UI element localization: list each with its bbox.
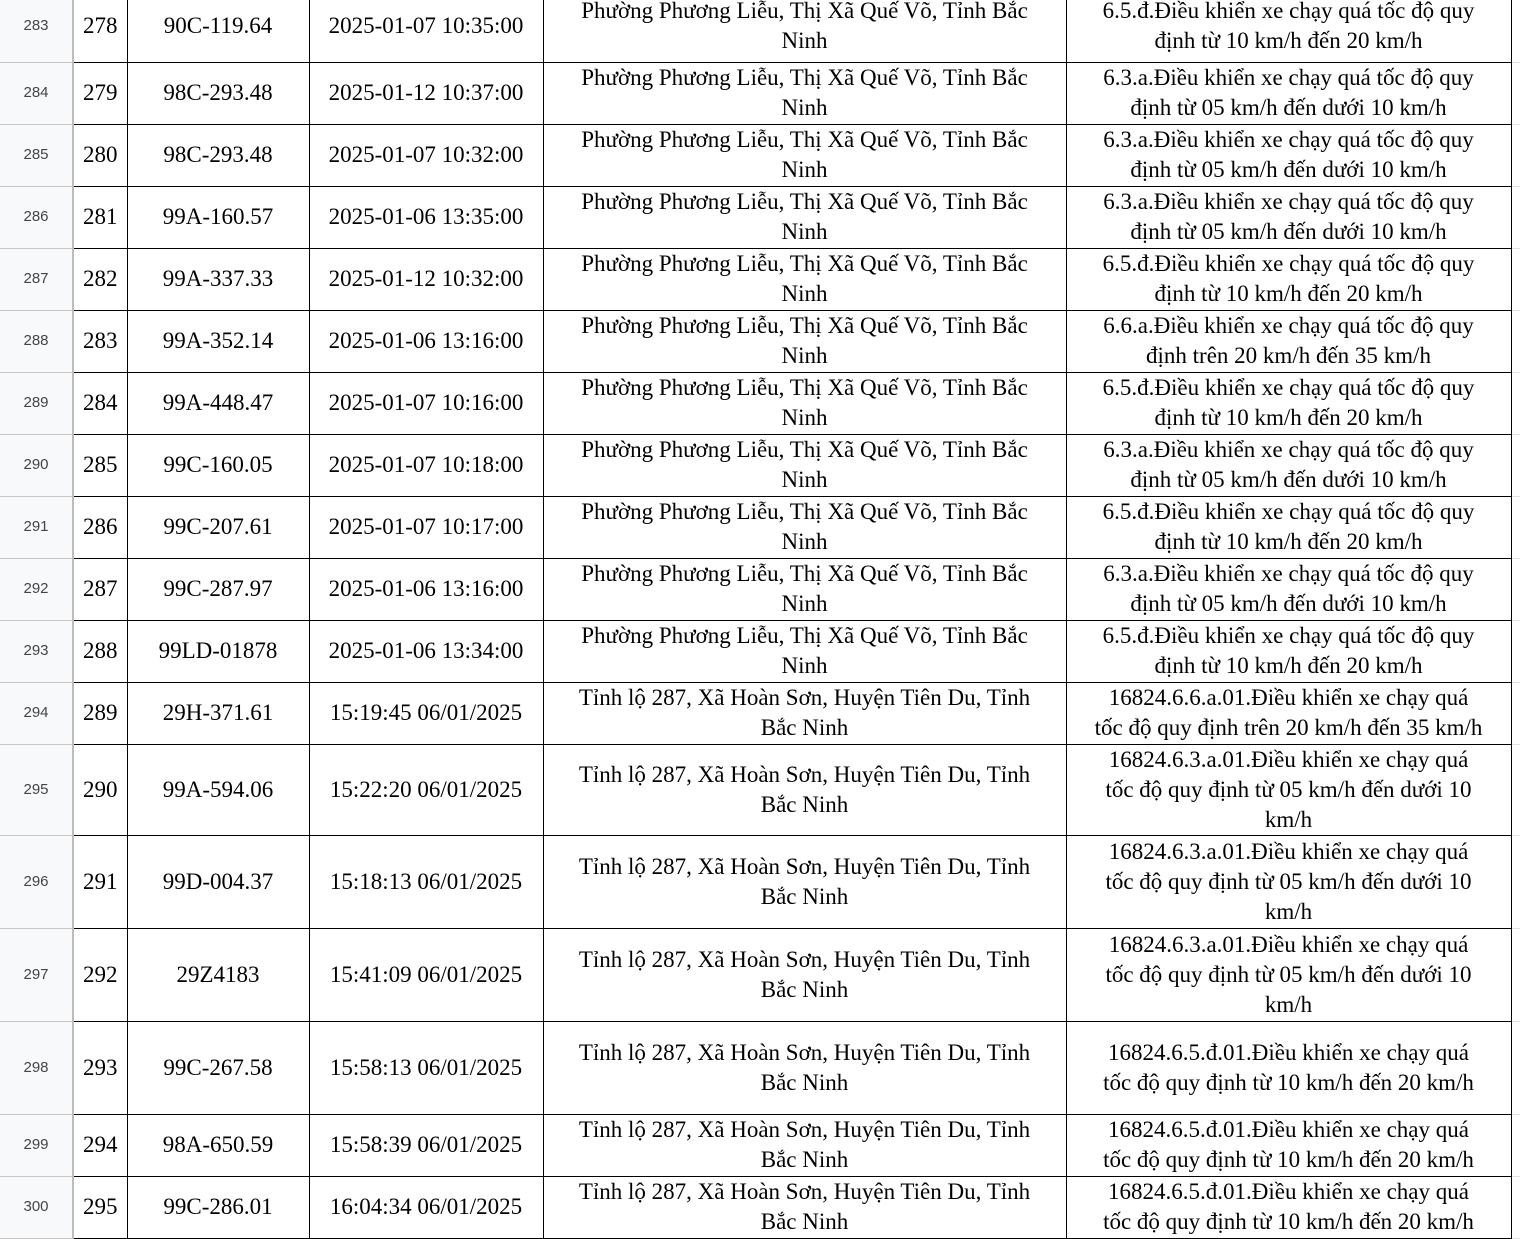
row-header[interactable]: 299 [0,1114,73,1176]
table-row[interactable] [0,372,1520,434]
cell-location[interactable] [543,496,1066,558]
cell-stt[interactable]: 291 [73,835,127,928]
cell-empty[interactable] [1511,835,1520,928]
cell-empty[interactable] [1511,558,1520,620]
cell-empty[interactable] [1511,496,1520,558]
location-line: Phường Phương Liễu, Thị Xã Quế Võ, Tỉnh Bắc [581,499,1028,524]
cell-time[interactable]: 15:18:13 06/01/2025 [309,835,543,928]
cell-empty[interactable] [1511,372,1520,434]
location-line: Tỉnh lộ 287, Xã Hoàn Sơn, Huyện Tiên Du, Tỉnh [578,853,1031,879]
location-line: Tỉnh lộ 287, Xã Hoàn Sơn, Huyện Tiên Du, Tỉnh [578,946,1031,972]
location-line: Ninh [781,157,828,182]
violation-line: tốc độ quy định từ 10 km/h đến 20 km/h [1103,1147,1474,1172]
cell-location[interactable] [543,620,1066,682]
cell-plate[interactable]: 99C-207.61 [127,496,309,558]
violation-line: km/h [1264,898,1313,924]
violation-line: km/h [1264,806,1313,832]
cell-location[interactable] [543,682,1066,744]
location-line: Bắc Ninh [760,1069,849,1095]
location-line: Bắc Ninh [760,1147,849,1172]
cell-time[interactable]: 15:22:20 06/01/2025 [309,744,543,835]
cell-stt[interactable]: 285 [73,434,127,496]
cell-empty[interactable] [1511,1176,1520,1238]
violation-line: km/h [1264,991,1313,1017]
violation-line: tốc độ quy định từ 05 km/h đến dưới 10 [1105,961,1472,987]
cell-time[interactable]: 15:58:39 06/01/2025 [309,1114,543,1176]
cell-time[interactable]: 2025-01-06 13:16:00 [309,310,543,372]
location-line: Bắc Ninh [760,791,849,817]
cell-empty[interactable] [1511,744,1520,835]
cell-violation[interactable] [1066,835,1511,928]
cell-time[interactable]: 2025-01-07 10:17:00 [309,496,543,558]
cell-empty[interactable] [1511,1021,1520,1114]
cell-plate[interactable]: 99A-594.06 [127,744,309,835]
cell-time[interactable]: 15:41:09 06/01/2025 [309,928,543,1021]
row-header[interactable]: 297 [0,928,73,1021]
cell-empty[interactable] [1511,682,1520,744]
cell-empty[interactable] [1511,620,1520,682]
row-header[interactable]: 295 [0,744,73,835]
cell-stt[interactable]: 289 [73,682,127,744]
violation-line: tốc độ quy định trên 20 km/h đến 35 km/h [1094,715,1483,740]
violation-line: 6.5.đ.Điều khiển xe chạy quá tốc độ quy [1102,0,1475,23]
row-header[interactable]: 285 [0,124,73,186]
location-line: Ninh [781,405,828,430]
row-header[interactable]: 283 [0,0,73,62]
cell-location[interactable] [543,1021,1066,1114]
violation-line: 6.5.đ.Điều khiển xe chạy quá tốc độ quy [1102,251,1475,276]
cell-violation[interactable] [1066,496,1511,558]
cell-location[interactable] [543,124,1066,186]
cell-plate[interactable]: 99C-267.58 [127,1021,309,1114]
table-row[interactable] [0,186,1520,248]
cell-violation[interactable] [1066,928,1511,1021]
row-header[interactable]: 290 [0,434,73,496]
table-row[interactable] [0,620,1520,682]
table-row[interactable] [0,558,1520,620]
row-header[interactable]: 287 [0,248,73,310]
row-header[interactable]: 288 [0,310,73,372]
location-line: Phường Phương Liễu, Thị Xã Quế Võ, Tỉnh Bắc [581,0,1028,23]
violation-line: 16824.6.6.a.01.Điều khiển xe chạy quá [1108,685,1469,710]
cell-time[interactable]: 16:04:34 06/01/2025 [309,1176,543,1238]
cell-plate[interactable]: 98C-293.48 [127,124,309,186]
table-row[interactable] [0,835,1520,928]
cell-empty[interactable] [1511,928,1520,1021]
cell-violation[interactable] [1066,682,1511,744]
table-row[interactable] [0,1114,1520,1176]
location-line: Bắc Ninh [760,883,849,909]
cell-location[interactable] [543,0,1066,62]
location-line: Phường Phương Liễu, Thị Xã Quế Võ, Tỉnh Bắc [581,561,1028,586]
cell-stt[interactable]: 287 [73,558,127,620]
cell-stt[interactable]: 293 [73,1021,127,1114]
violation-line: 16824.6.3.a.01.Điều khiển xe chạy quá [1108,838,1469,864]
location-line: Phường Phương Liễu, Thị Xã Quế Võ, Tỉnh Bắc [581,623,1028,648]
cell-stt[interactable]: 290 [73,744,127,835]
cell-time[interactable]: 2025-01-07 10:32:00 [309,124,543,186]
row-header[interactable]: 289 [0,372,73,434]
cell-violation[interactable] [1066,310,1511,372]
cell-stt[interactable]: 284 [73,372,127,434]
cell-violation[interactable] [1066,434,1511,496]
violation-line: định từ 05 km/h đến dưới 10 km/h [1130,467,1447,492]
cell-location[interactable] [543,372,1066,434]
cell-violation[interactable] [1066,558,1511,620]
violation-line: 16824.6.5.đ.01.Điều khiển xe chạy quá [1108,1179,1469,1204]
cell-time[interactable]: 2025-01-07 10:35:00 [309,0,543,62]
cell-time[interactable]: 2025-01-06 13:16:00 [309,558,543,620]
cell-location[interactable] [543,62,1066,124]
location-line: Phường Phương Liễu, Thị Xã Quế Võ, Tỉnh Bắc [581,313,1028,338]
location-line: Ninh [781,653,828,678]
cell-time[interactable]: 2025-01-12 10:32:00 [309,248,543,310]
violation-line: định từ 05 km/h đến dưới 10 km/h [1130,219,1447,244]
cell-plate[interactable]: 98C-293.48 [127,62,309,124]
location-line: Tỉnh lộ 287, Xã Hoàn Sơn, Huyện Tiên Du, Tỉnh [578,761,1031,787]
table-row[interactable] [0,682,1520,744]
cell-violation[interactable] [1066,744,1511,835]
cell-plate[interactable]: 90C-119.64 [127,0,309,62]
cell-stt[interactable]: 278 [73,0,127,62]
violation-line: định trên 20 km/h đến 35 km/h [1146,343,1431,368]
cell-stt[interactable]: 294 [73,1114,127,1176]
cell-violation[interactable] [1066,186,1511,248]
cell-plate[interactable]: 98A-650.59 [127,1114,309,1176]
cell-empty[interactable] [1511,248,1520,310]
cell-location[interactable] [543,744,1066,835]
cell-time[interactable]: 2025-01-07 10:16:00 [309,372,543,434]
violation-line: 16824.6.5.đ.01.Điều khiển xe chạy quá [1108,1039,1469,1065]
row-header[interactable]: 284 [0,62,73,124]
table-row[interactable] [0,1021,1520,1114]
cell-location[interactable] [543,186,1066,248]
table-row[interactable] [0,248,1520,310]
table-row[interactable] [0,62,1520,124]
location-line: Phường Phương Liễu, Thị Xã Quế Võ, Tỉnh Bắc [581,251,1028,276]
cell-time[interactable]: 2025-01-07 10:18:00 [309,434,543,496]
violation-line: định từ 10 km/h đến 20 km/h [1154,281,1423,306]
location-line: Bắc Ninh [760,1209,849,1234]
cell-stt[interactable]: 286 [73,496,127,558]
cell-plate[interactable]: 99C-287.97 [127,558,309,620]
violation-line: định từ 10 km/h đến 20 km/h [1154,529,1423,554]
location-line: Tỉnh lộ 287, Xã Hoàn Sơn, Huyện Tiên Du, Tỉnh [578,685,1031,710]
cell-plate[interactable]: 99C-160.05 [127,434,309,496]
cell-violation[interactable] [1066,124,1511,186]
cell-stt[interactable]: 288 [73,620,127,682]
location-line: Phường Phương Liễu, Thị Xã Quế Võ, Tỉnh Bắc [581,189,1028,214]
violation-line: 6.3.a.Điều khiển xe chạy quá tốc độ quy [1103,65,1474,90]
violation-line: 6.3.a.Điều khiển xe chạy quá tốc độ quy [1103,127,1474,152]
cell-plate[interactable]: 99D-004.37 [127,835,309,928]
cell-stt[interactable]: 281 [73,186,127,248]
location-line: Ninh [781,219,828,244]
violation-line: 6.3.a.Điều khiển xe chạy quá tốc độ quy [1103,189,1474,214]
cell-stt[interactable]: 283 [73,310,127,372]
violation-line: 6.5.đ.Điều khiển xe chạy quá tốc độ quy [1102,375,1475,400]
cell-plate[interactable]: 29Z4183 [127,928,309,1021]
cell-location[interactable] [543,1176,1066,1238]
cell-plate[interactable]: 99LD-01878 [127,620,309,682]
cell-empty[interactable] [1511,310,1520,372]
location-line: Bắc Ninh [760,976,849,1002]
cell-plate[interactable]: 99C-286.01 [127,1176,309,1238]
violation-line: 6.3.a.Điều khiển xe chạy quá tốc độ quy [1103,437,1474,462]
location-line: Ninh [781,281,828,306]
cell-stt[interactable]: 282 [73,248,127,310]
cell-location[interactable] [543,310,1066,372]
cell-violation[interactable] [1066,248,1511,310]
violation-line: định từ 05 km/h đến dưới 10 km/h [1130,591,1447,616]
violation-line: 16824.6.5.đ.01.Điều khiển xe chạy quá [1108,1117,1469,1142]
violation-line: định từ 10 km/h đến 20 km/h [1154,653,1423,678]
location-line: Phường Phương Liễu, Thị Xã Quế Võ, Tỉnh Bắc [581,65,1028,90]
location-line: Phường Phương Liễu, Thị Xã Quế Võ, Tỉnh Bắc [581,127,1028,152]
violation-line: tốc độ quy định từ 05 km/h đến dưới 10 [1105,868,1472,894]
violation-line: tốc độ quy định từ 10 km/h đến 20 km/h [1103,1209,1474,1234]
violation-line: định từ 10 km/h đến 20 km/h [1154,27,1423,53]
cell-empty[interactable] [1511,62,1520,124]
table-row[interactable] [0,310,1520,372]
location-line: Tỉnh lộ 287, Xã Hoàn Sơn, Huyện Tiên Du, Tỉnh [578,1179,1031,1204]
table-row[interactable] [0,0,1520,62]
table-row[interactable] [0,928,1520,1021]
row-header[interactable]: 292 [0,558,73,620]
cell-violation[interactable] [1066,0,1511,62]
cell-empty[interactable] [1511,1114,1520,1176]
violation-line: tốc độ quy định từ 10 km/h đến 20 km/h [1103,1069,1474,1095]
cell-location[interactable] [543,1114,1066,1176]
cell-location[interactable] [543,928,1066,1021]
cell-plate[interactable]: 99A-448.47 [127,372,309,434]
location-line: Phường Phương Liễu, Thị Xã Quế Võ, Tỉnh Bắc [581,437,1028,462]
row-header[interactable]: 296 [0,835,73,928]
cell-violation[interactable] [1066,1021,1511,1114]
row-header[interactable]: 286 [0,186,73,248]
location-line: Ninh [781,591,828,616]
location-line: Ninh [781,27,828,53]
cell-stt[interactable]: 292 [73,928,127,1021]
violation-line: 16824.6.3.a.01.Điều khiển xe chạy quá [1108,746,1469,772]
violation-line: 6.6.a.Điều khiển xe chạy quá tốc độ quy [1103,313,1474,338]
location-line: Ninh [781,343,828,368]
cell-time[interactable]: 15:58:13 06/01/2025 [309,1021,543,1114]
cell-violation[interactable] [1066,1114,1511,1176]
cell-stt[interactable]: 295 [73,1176,127,1238]
cell-empty[interactable] [1511,186,1520,248]
cell-violation[interactable] [1066,372,1511,434]
cell-time[interactable]: 2025-01-12 10:37:00 [309,62,543,124]
violation-line: định từ 10 km/h đến 20 km/h [1154,405,1423,430]
cell-location[interactable] [543,434,1066,496]
cell-plate[interactable]: 99A-160.57 [127,186,309,248]
cell-time[interactable]: 15:19:45 06/01/2025 [309,682,543,744]
location-line: Tỉnh lộ 287, Xã Hoàn Sơn, Huyện Tiên Du, Tỉnh [578,1117,1031,1142]
cell-violation[interactable] [1066,620,1511,682]
violation-line: 6.5.đ.Điều khiển xe chạy quá tốc độ quy [1102,623,1475,648]
cell-plate[interactable]: 99A-337.33 [127,248,309,310]
cell-time[interactable]: 2025-01-06 13:34:00 [309,620,543,682]
row-header[interactable]: 293 [0,620,73,682]
cell-empty[interactable] [1511,0,1520,62]
cell-plate[interactable]: 99A-352.14 [127,310,309,372]
violation-line: tốc độ quy định từ 05 km/h đến dưới 10 [1105,776,1472,802]
row-header[interactable]: 298 [0,1021,73,1114]
location-line: Ninh [781,467,828,492]
violation-line: 6.3.a.Điều khiển xe chạy quá tốc độ quy [1103,561,1474,586]
table-row[interactable] [0,434,1520,496]
cell-location[interactable] [543,558,1066,620]
cell-violation[interactable] [1066,62,1511,124]
cell-empty[interactable] [1511,434,1520,496]
location-line: Bắc Ninh [760,715,849,740]
violation-line: 16824.6.3.a.01.Điều khiển xe chạy quá [1108,931,1469,957]
violation-line: định từ 05 km/h đến dưới 10 km/h [1130,95,1447,120]
location-line: Ninh [781,95,828,120]
cell-empty[interactable] [1511,124,1520,186]
cell-violation[interactable] [1066,1176,1511,1238]
row-header[interactable]: 294 [0,682,73,744]
cell-stt[interactable]: 280 [73,124,127,186]
cell-location[interactable] [543,835,1066,928]
table-row[interactable] [0,124,1520,186]
table-row[interactable] [0,744,1520,835]
cell-stt[interactable]: 279 [73,62,127,124]
location-line: Ninh [781,529,828,554]
row-header[interactable]: 300 [0,1176,73,1238]
row-header[interactable]: 291 [0,496,73,558]
table-row[interactable] [0,1176,1520,1238]
violation-line: định từ 05 km/h đến dưới 10 km/h [1130,157,1447,182]
cell-time[interactable]: 2025-01-06 13:35:00 [309,186,543,248]
location-line: Phường Phương Liễu, Thị Xã Quế Võ, Tỉnh Bắc [581,375,1028,400]
cell-location[interactable] [543,248,1066,310]
violation-line: 6.5.đ.Điều khiển xe chạy quá tốc độ quy [1102,499,1475,524]
cell-plate[interactable]: 29H-371.61 [127,682,309,744]
table-row[interactable] [0,496,1520,558]
location-line: Tỉnh lộ 287, Xã Hoàn Sơn, Huyện Tiên Du, Tỉnh [578,1039,1031,1065]
